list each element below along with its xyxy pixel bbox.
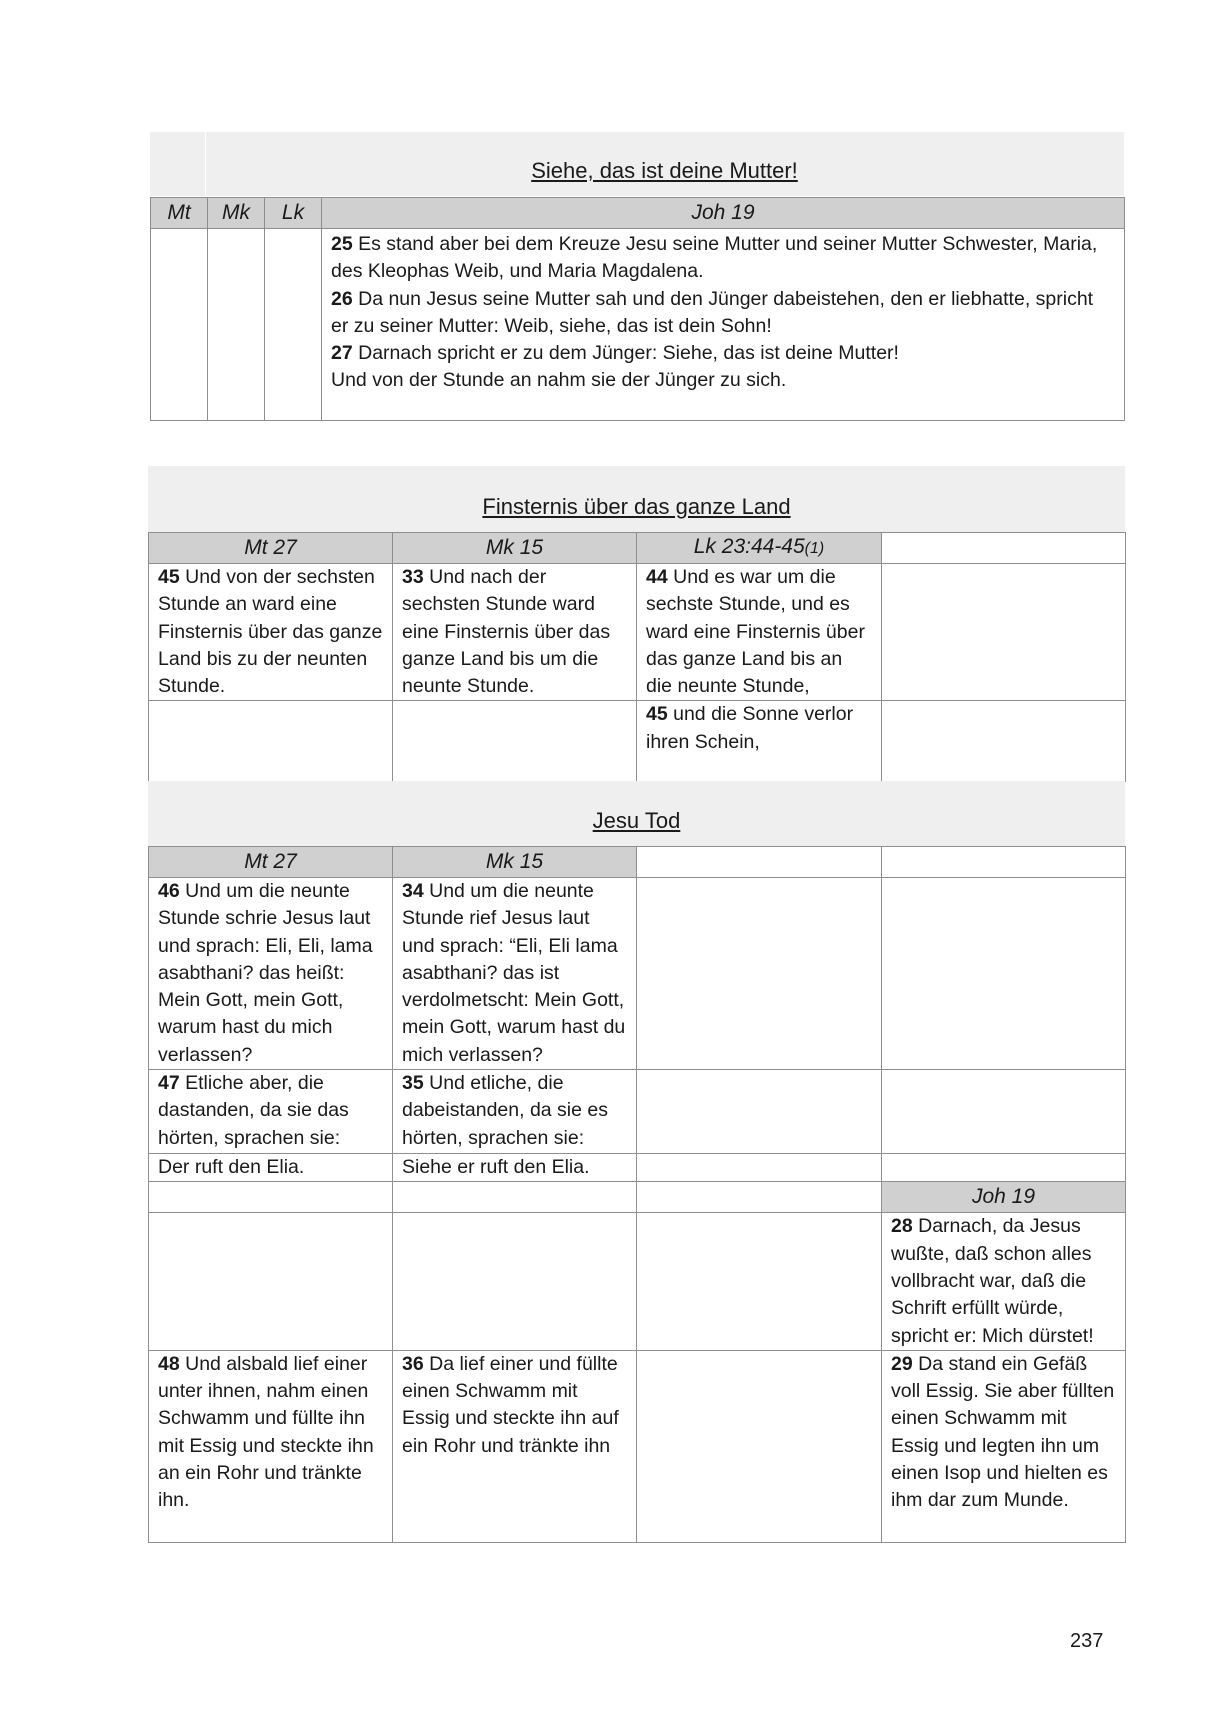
cell-mt-empty (151, 229, 208, 421)
verse-text: Da nun Jesus seine Mutter sah und den Jünger dabeistehen, den er liebhatte, spricht er zu seiner Mutter: Weib, siehe, das ist dein Sohn! (331, 287, 1094, 337)
header-mk: Mk 15 (393, 847, 637, 878)
header-empty (637, 847, 882, 878)
cell-empty (637, 1154, 882, 1182)
verse-text: Und etliche, die dabeistanden, da sie es hörten, sprachen sie: (402, 1072, 608, 1149)
cell-mk-empty (208, 229, 265, 421)
cell-lk (637, 701, 882, 782)
verse-text: Es stand aber bei dem Kreuze Jesu seine Mutter und seiner Mutter Schwester, Maria, des Kleophas Weib, und Maria Magdalena. (331, 233, 1098, 283)
verse-text: Und es war um die sechste Stunde, und es ward eine Finsternis über das ganze Land bis an die neunte Stunde, (646, 566, 865, 698)
header-joh: Joh 19 (322, 198, 1125, 229)
cell-mk (393, 564, 637, 701)
cell-empty (882, 701, 1126, 782)
cell-empty (637, 1070, 882, 1154)
cell-mt: Der ruft den Elia. (149, 1154, 393, 1182)
cell-mk (393, 878, 637, 1070)
verse-text: Da lief einer und füllte einen Schwamm mit Essig und steckte ihn auf ein Rohr und tränkte ihn (402, 1352, 619, 1457)
verse-text: Und um die neunte Stunde schrie Jesus laut und sprach: Eli, Eli, lama asabthani? das heißt: Mein Gott, mein Gott, warum hast du mich verlassen? (158, 880, 373, 1066)
cell-mt (149, 1350, 393, 1542)
cell-empty (393, 1213, 637, 1350)
section-title-finsternis: Finsternis über das ganze Land (482, 494, 791, 519)
section-title-bar-tod (148, 781, 1125, 846)
verse-number: 27 (331, 342, 353, 365)
verse-number: 29 (891, 1352, 913, 1375)
verse-number: 46 (158, 880, 180, 902)
cell-empty (882, 564, 1126, 701)
cell-empty (393, 701, 637, 782)
cell-mt (149, 878, 393, 1070)
section-title-tod: Jesu Tod (592, 808, 681, 833)
cell-joh-verses (322, 229, 1125, 421)
cell-mk: Siehe er ruft den Elia. (393, 1154, 637, 1182)
cell-empty (149, 1213, 393, 1350)
verse-text: und die Sonne verlor ihren Schein, (646, 703, 854, 753)
verse-number: 45 (158, 566, 180, 588)
cell-empty (149, 701, 393, 782)
verse-text: Darnach spricht er zu dem Jünger: Siehe, das ist deine Mutter! (352, 342, 899, 365)
verse-text: Und von der sechsten Stunde an ward eine Finsternis über das ganze Land bis zu der neunten Stunde. (158, 566, 383, 698)
cell-joh (882, 1213, 1126, 1350)
cell-lk-empty (265, 229, 322, 421)
cell-empty (149, 1182, 393, 1213)
cell-mt (149, 1070, 393, 1154)
verse-number: 34 (402, 880, 424, 902)
table-finsternis (148, 532, 1126, 782)
header-lk: Lk (265, 198, 322, 229)
verse-number: 28 (891, 1215, 913, 1238)
header-mk: Mk (208, 198, 265, 229)
verse (331, 286, 1115, 341)
verse-number: 25 (331, 233, 353, 255)
verse-text: Und nach der sechsten Stunde ward eine Finsternis über das ganze Land bis um die neunte Stunde. (402, 566, 611, 698)
header-mt: Mt 27 (149, 847, 393, 878)
verse-number: 44 (646, 566, 668, 588)
cell-mt (149, 564, 393, 701)
header-lk-ref: Lk 23:44-45 (693, 535, 805, 558)
table-tod (148, 846, 1126, 1543)
cell-lk (637, 564, 882, 701)
cell-empty (882, 1070, 1126, 1154)
verse (331, 340, 1115, 367)
cell-empty (637, 878, 882, 1070)
cell-empty (637, 1350, 882, 1542)
verse-number: 33 (402, 566, 424, 588)
section-title-bar-finsternis (148, 466, 1125, 532)
title-bar-stub (150, 132, 206, 196)
verse (331, 231, 1115, 286)
verse-number: 26 (331, 287, 353, 310)
cell-empty (393, 1182, 637, 1213)
verse-text: Und von der Stunde an nahm sie der Jünger zu sich. (331, 369, 787, 392)
header-mk: Mk 15 (393, 533, 637, 564)
header-lk (637, 533, 882, 564)
page-number: 237 (1070, 1630, 1104, 1652)
header-lk-suffix: (1) (804, 540, 825, 557)
cell-empty (882, 878, 1126, 1070)
header-mt: Mt 27 (149, 533, 393, 564)
cell-mk (393, 1350, 637, 1542)
verse-text: Darnach, da Jesus wußte, daß schon alles vollbracht war, daß die Schrift erfüllt würde, spricht er: Mich dürstet! (891, 1215, 1094, 1347)
verse (331, 367, 1115, 394)
cell-joh (882, 1350, 1126, 1542)
section-title-mutter: Siehe, das ist deine Mutter! (531, 158, 798, 183)
header-mt: Mt (151, 198, 208, 229)
verse-number: 47 (158, 1072, 180, 1095)
cell-empty (637, 1213, 882, 1350)
section-title-bar-mutter (150, 132, 1124, 196)
verse-number: 45 (646, 703, 668, 726)
cell-empty (882, 1154, 1126, 1182)
verse-text: Und alsbald lief einer unter ihnen, nahm einen Schwamm und füllte ihn mit Essig und steckte ihn an ein Rohr und tränkte ihn. (158, 1352, 374, 1512)
verse-number: 48 (158, 1352, 180, 1375)
cell-empty (637, 1182, 882, 1213)
verse-text: Und um die neunte Stunde rief Jesus laut und sprach: “Eli, Eli lama asabthani? das ist verdolmetscht: Mein Gott, mein Gott, warum hast du mich verlassen? (402, 880, 626, 1066)
verse-number: 36 (402, 1352, 424, 1375)
verse-text: Etliche aber, die dastanden, da sie das hörten, sprachen sie: (158, 1072, 349, 1149)
verse-number: 35 (402, 1072, 424, 1095)
cell-mk (393, 1070, 637, 1154)
header-joh: Joh 19 (882, 1182, 1126, 1213)
header-empty (882, 847, 1126, 878)
table-mutter (150, 197, 1125, 421)
verse-text: Da stand ein Gefäß voll Essig. Sie aber füllten einen Schwamm mit Essig und legten ihn um einen Isop und hielten es ihm dar zum Munde. (891, 1352, 1115, 1512)
header-empty (882, 533, 1126, 564)
